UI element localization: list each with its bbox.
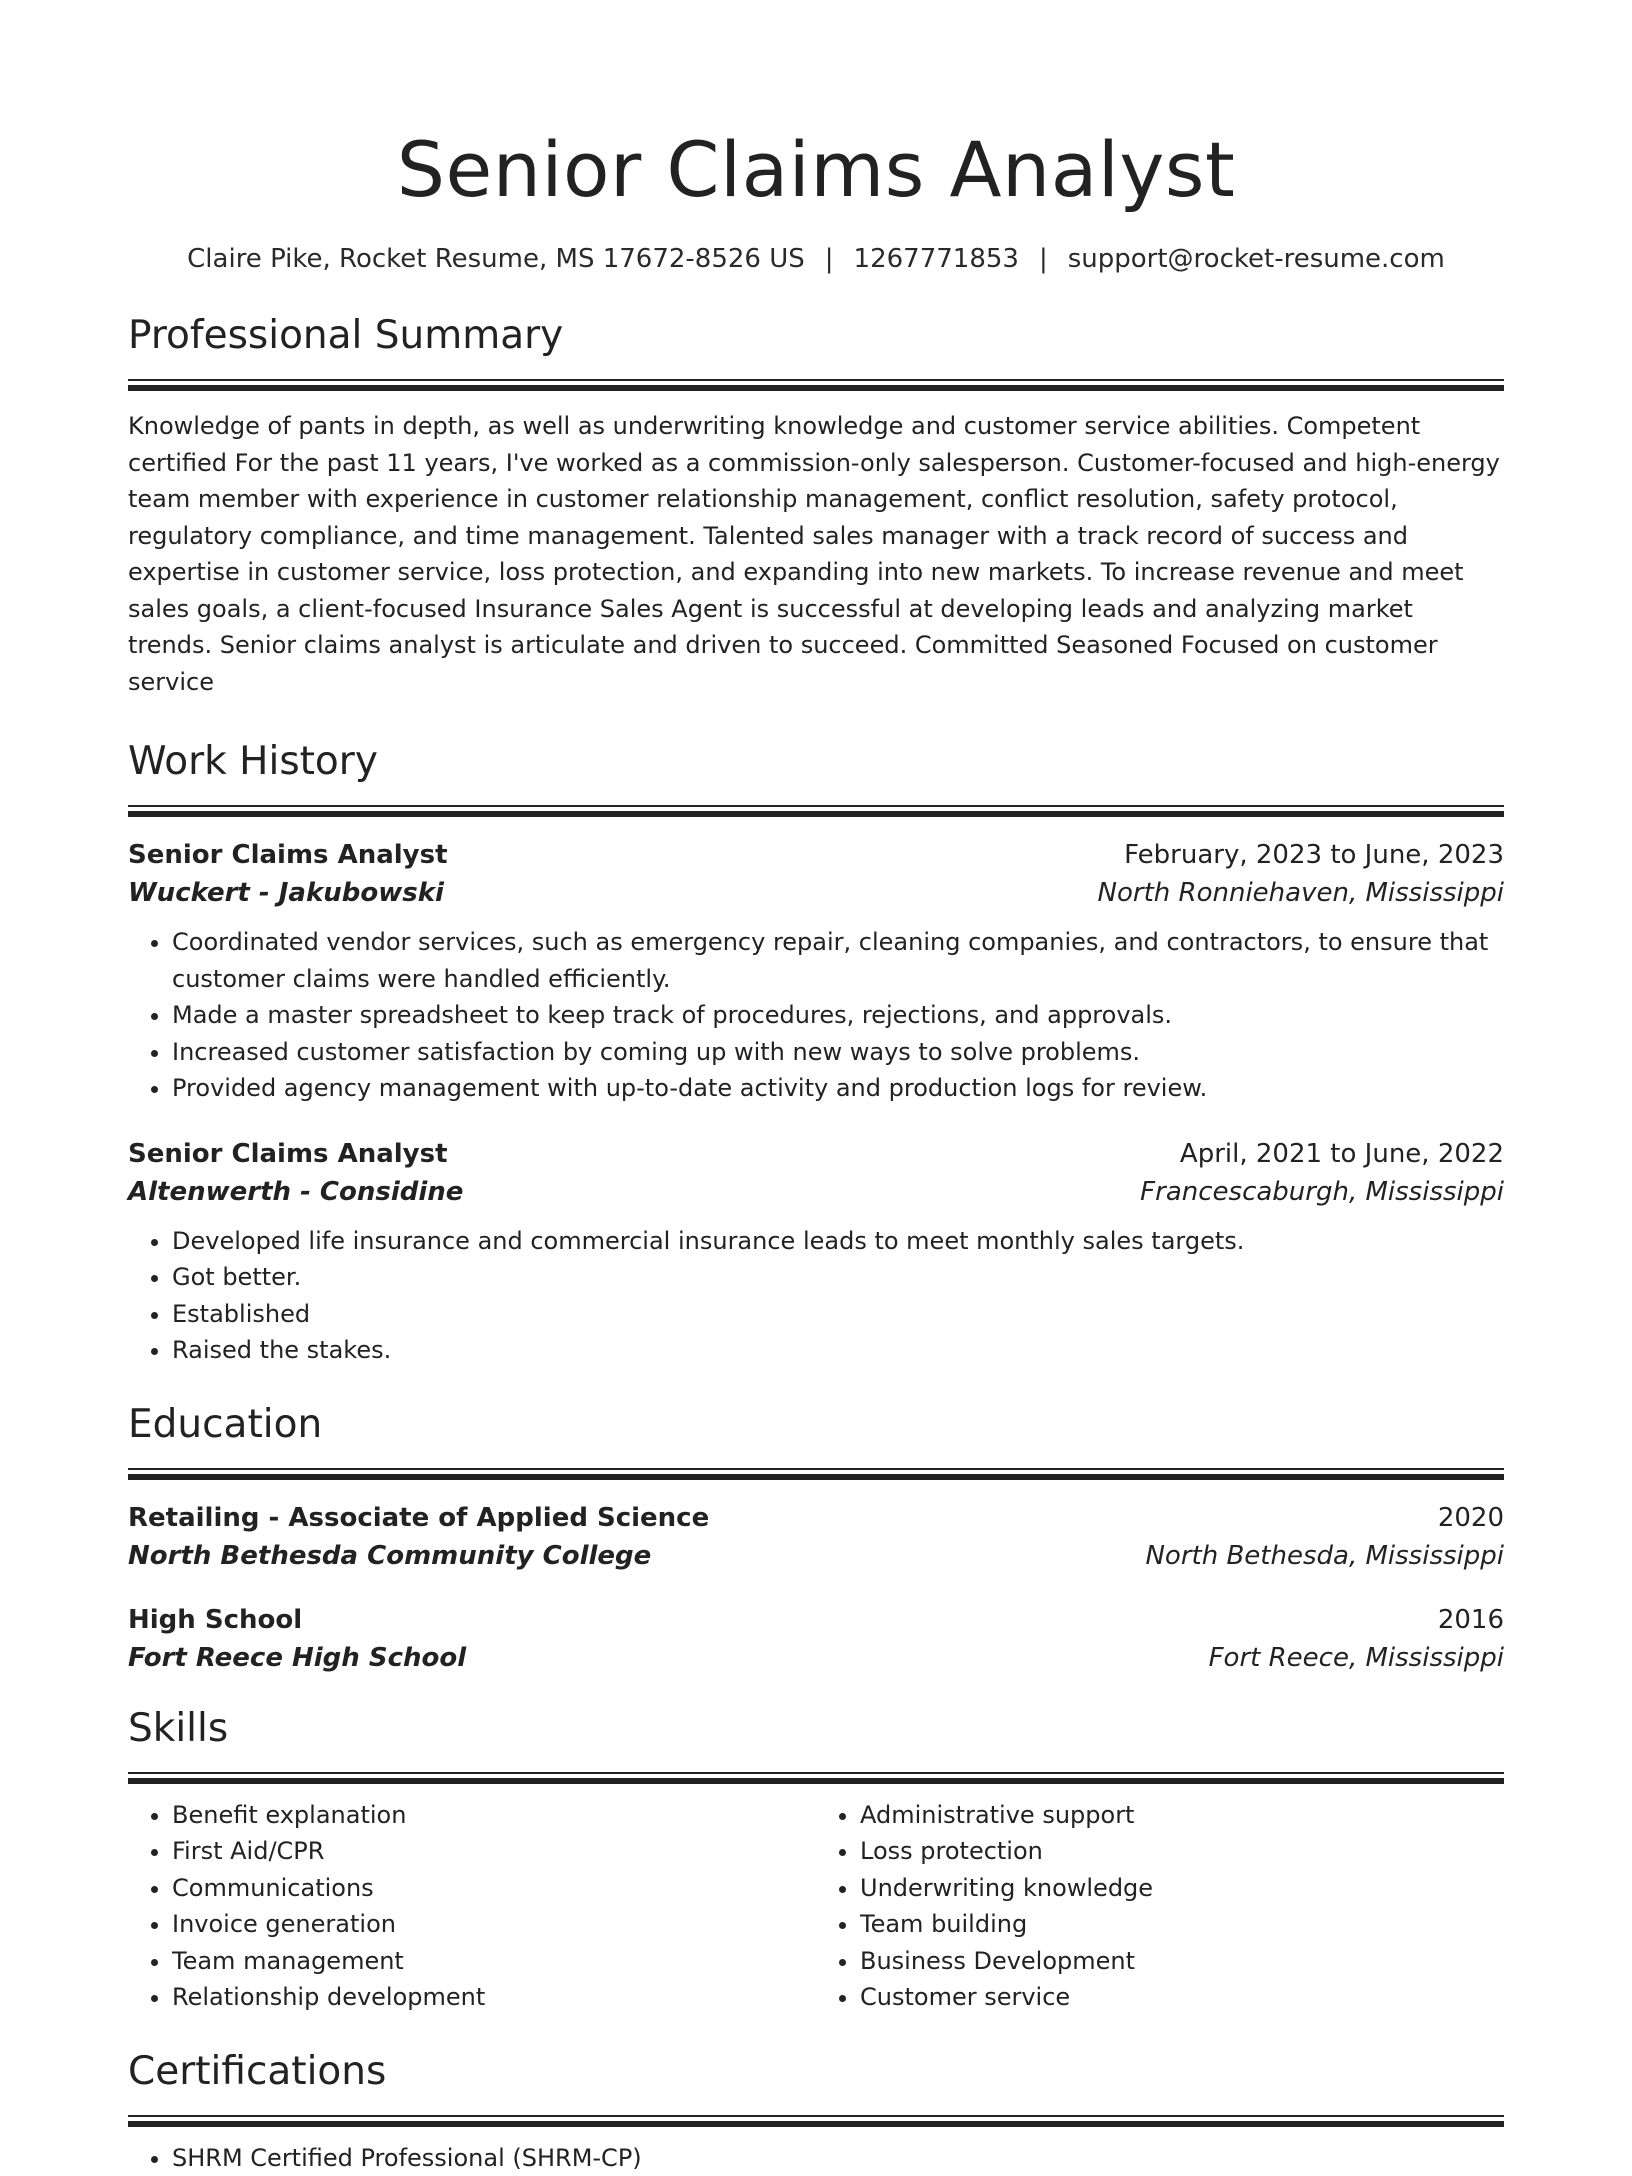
section-divider — [128, 1772, 1504, 1785]
education-section — [128, 1405, 1504, 1673]
section-divider — [128, 1468, 1504, 1481]
certifications-section — [128, 2052, 1504, 2176]
education-degree: Retailing - Associate of Applied Science — [128, 1503, 709, 1533]
job-header-row — [128, 840, 1504, 870]
education-location: Fort Reece, Mississippi — [1209, 1643, 1504, 1673]
job-org-row — [128, 878, 1504, 908]
list-item: • Provided agency management with up-to-date activity and production logs for review. — [172, 1070, 1504, 1107]
list-item: • Relationship development — [172, 1979, 816, 2016]
skills-section — [128, 1709, 1504, 2016]
list-item: • Coordinated vendor services, such as emergency repair, cleaning companies, and contractors, to ensure that customer claims were handled efficiently. — [172, 924, 1504, 997]
list-item: • Developed life insurance and commercial insurance leads to meet monthly sales targets. — [172, 1223, 1504, 1260]
list-item: • Administrative support — [860, 1797, 1504, 1834]
list-item: • Underwriting knowledge — [860, 1870, 1504, 1907]
list-item: • Established — [172, 1296, 1504, 1333]
skills-grid — [128, 1797, 1504, 2016]
education-school: Fort Reece High School — [128, 1643, 466, 1673]
job-org-row — [128, 1177, 1504, 1207]
summary-text: Knowledge of pants in depth, as well as underwriting knowledge and customer service abilities. Competent certified For the past 11 years, I've worked as a commission-only salesperson. Customer-focused and high-energy team member with experience in customer relationship management, conflict resolution, safety protocol, regulatory compliance, and time management. Talented sales manager with a track record of success and expertise in customer service, loss protection, and expanding into new markets. To increase revenue and meet sales goals, a client-focused Insurance Sales Agent is successful at developing leads and analyzing market trends. Senior claims analyst is articulate and driven to succeed. Committed Seasoned Focused on customer service — [128, 408, 1504, 700]
contact-separator: | — [825, 244, 834, 274]
contact-address: Claire Pike, Rocket Resume, MS 17672-8526 US — [187, 244, 805, 274]
skills-list-left — [128, 1797, 816, 2016]
section-heading-summary: Professional Summary — [128, 316, 1504, 355]
job-location: North Ronniehaven, Mississippi — [1098, 878, 1504, 908]
job-dates: April, 2021 to June, 2022 — [1180, 1139, 1504, 1169]
education-school-row — [128, 1643, 1504, 1673]
job-title: Senior Claims Analyst — [128, 1139, 448, 1169]
education-school: North Bethesda Community College — [128, 1541, 651, 1571]
list-item: • First Aid/CPR — [172, 1833, 816, 1870]
skills-list-right — [816, 1797, 1504, 2016]
contact-line — [128, 244, 1504, 274]
section-heading-education: Education — [128, 1405, 1504, 1444]
job-entry — [128, 840, 1504, 1107]
list-item: • Loss protection — [860, 1833, 1504, 1870]
contact-email[interactable]: support@rocket-resume.com — [1068, 244, 1445, 274]
education-year: 2016 — [1438, 1605, 1504, 1635]
job-bullets — [128, 1223, 1504, 1369]
job-company: Altenwerth - Considine — [128, 1177, 463, 1207]
education-entry — [128, 1503, 1504, 1571]
list-item: • Team building — [860, 1906, 1504, 1943]
certifications-list — [128, 2140, 1504, 2176]
section-divider — [128, 379, 1504, 392]
list-item: • Raised the stakes. — [172, 1332, 1504, 1369]
list-item: • Business Development — [860, 1943, 1504, 1980]
job-bullets — [128, 924, 1504, 1107]
job-location: Francescaburgh, Mississippi — [1140, 1177, 1504, 1207]
section-heading-skills: Skills — [128, 1709, 1504, 1748]
list-item: • Invoice generation — [172, 1906, 816, 1943]
education-header-row — [128, 1605, 1504, 1635]
education-entry — [128, 1605, 1504, 1673]
list-item: • Customer service — [860, 1979, 1504, 2016]
contact-separator: | — [1039, 244, 1048, 274]
list-item: • Increased customer satisfaction by coming up with new ways to solve problems. — [172, 1034, 1504, 1071]
education-header-row — [128, 1503, 1504, 1533]
resume-title: Senior Claims Analyst — [128, 0, 1504, 208]
list-item: • SHRM Certified Professional (SHRM-CP) — [172, 2140, 1504, 2176]
list-item: • Made a master spreadsheet to keep track of procedures, rejections, and approvals. — [172, 997, 1504, 1034]
education-year: 2020 — [1438, 1503, 1504, 1533]
section-heading-work: Work History — [128, 742, 1504, 781]
job-title: Senior Claims Analyst — [128, 840, 448, 870]
job-entry — [128, 1139, 1504, 1369]
job-header-row — [128, 1139, 1504, 1169]
list-item: • Got better. — [172, 1259, 1504, 1296]
work-history-section — [128, 742, 1504, 1369]
job-company: Wuckert - Jakubowski — [128, 878, 444, 908]
education-school-row — [128, 1541, 1504, 1571]
list-item: • Benefit explanation — [172, 1797, 816, 1834]
list-item: • Communications — [172, 1870, 816, 1907]
list-item: • Team management — [172, 1943, 816, 1980]
education-location: North Bethesda, Mississippi — [1145, 1541, 1504, 1571]
education-degree: High School — [128, 1605, 302, 1635]
contact-phone: 1267771853 — [854, 244, 1019, 274]
section-divider — [128, 805, 1504, 818]
job-dates: February, 2023 to June, 2023 — [1124, 840, 1504, 870]
summary-section — [128, 316, 1504, 700]
section-heading-certifications: Certifications — [128, 2052, 1504, 2091]
section-divider — [128, 2115, 1504, 2128]
